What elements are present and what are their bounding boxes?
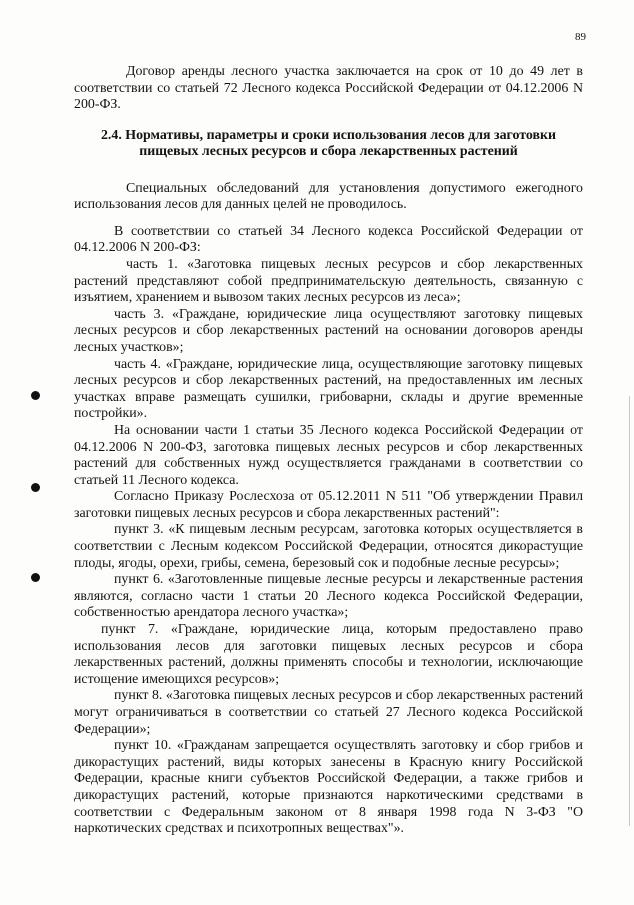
paragraph-part-3: часть 3. «Граждане, юридические лица осуществляют заготовку пищевых лесных ресурсов и сбор лекарственных растений на основании договоров аренды лесных участков»;: [74, 306, 583, 355]
paragraph-item-10: пункт 10. «Гражданам запрещается осуществлять заготовку и сбор грибов и дикорастущих растений, виды которых занесены в Красную книгу Российской Федерации, красные книги субъектов Российской Федерации, а также грибов и дикорастущих растений, которые признаются наркотическими средствами в соответствии с Федеральным законом от 8 января 1998 года N 3-ФЗ "О наркотических средствах и психотропных веществах"».: [74, 738, 583, 837]
paragraph-part-1: часть 1. «Заготовка пищевых лесных ресурсов и сбор лекарственных растений представляют собой предпринимательскую деятельность, связанную с изъятием, хранением и вывозом таких лесных ресурсов из леса»;: [74, 256, 583, 306]
intro-paragraph: Договор аренды лесного участка заключается на срок от 10 до 49 лет в соответствии со статьей 72 Лесного кодекса Российской Федерации от 04.12.2006 N 200-ФЗ.: [74, 64, 583, 113]
paragraph-item-6: пункт 6. «Заготовленные пищевые лесные ресурсы и лекарственные растения являются, согласно части 1 статьи 20 Лесного кодекса Российской Федерации, собственностью арендатора лесного участка»;: [74, 572, 583, 621]
paragraph-order-511: Согласно Приказу Рослесхоза от 05.12.2011 N 511 "Об утверждении Правил заготовки пищевых лесных ресурсов и сбора лекарственных растений":: [74, 489, 583, 521]
paragraph-item-3: пункт 3. «К пищевым лесным ресурсам, заготовка которых осуществляется в соответствии с Лесным кодексом Российской Федерации, относятся дикорастущие плоды, ягоды, орехи, грибы, семена, березовый сок и подобные лесные ресурсы»;: [74, 522, 583, 571]
binder-hole-mark: [31, 483, 40, 492]
binder-hole-mark: [31, 391, 40, 400]
paragraph-item-8: пункт 8. «Заготовка пищевых лесных ресурсов и сбор лекарственных растений могут ограничиваться в соответствии со статьей 27 Лесного кодекса Российской Федерации»;: [74, 688, 583, 737]
section-heading: 2.4. Нормативы, параметры и сроки использования лесов для заготовки пищевых лесных ресурсов и сбора лекарственных растений: [100, 127, 556, 160]
paragraph-article-34: В соответствии со статьей 34 Лесного кодекса Российской Федерации от 04.12.2006 N 200-ФЗ:: [74, 223, 583, 256]
paragraph-part-4: часть 4. «Граждане, юридические лица, осуществляющие заготовку пищевых лесных ресурсов и сбор лекарственных растений, на предоставленных им лесных участках вправе размещать сушилки, грибоварни, склады и другие временные постройки».: [74, 356, 583, 422]
paragraph-item-7: пункт 7. «Граждане, юридические лица, которым предоставлено право использования лесов для заготовки пищевых лесных ресурсов и сбора лекарственных растений, должны применять способы и технологии, исключающие истощение имеющихся ресурсов»;: [74, 622, 583, 687]
paragraph-no-surveys: Специальных обследований для установления допустимого ежегодного использования лесов для данных целей не проводилось.: [74, 180, 583, 213]
scan-edge-line: [629, 396, 630, 826]
page-number: 89: [575, 31, 586, 43]
paragraph-article-35: На основании части 1 статьи 35 Лесного кодекса Российской Федерации от 04.12.2006 N 200-ФЗ, заготовка пищевых лесных ресурсов и сбор лекарственных растений для собственных нужд осуществляется гражданами в соответствии со статьей 11 Лесного кодекса.: [74, 422, 583, 488]
binder-hole-mark: [31, 573, 40, 582]
